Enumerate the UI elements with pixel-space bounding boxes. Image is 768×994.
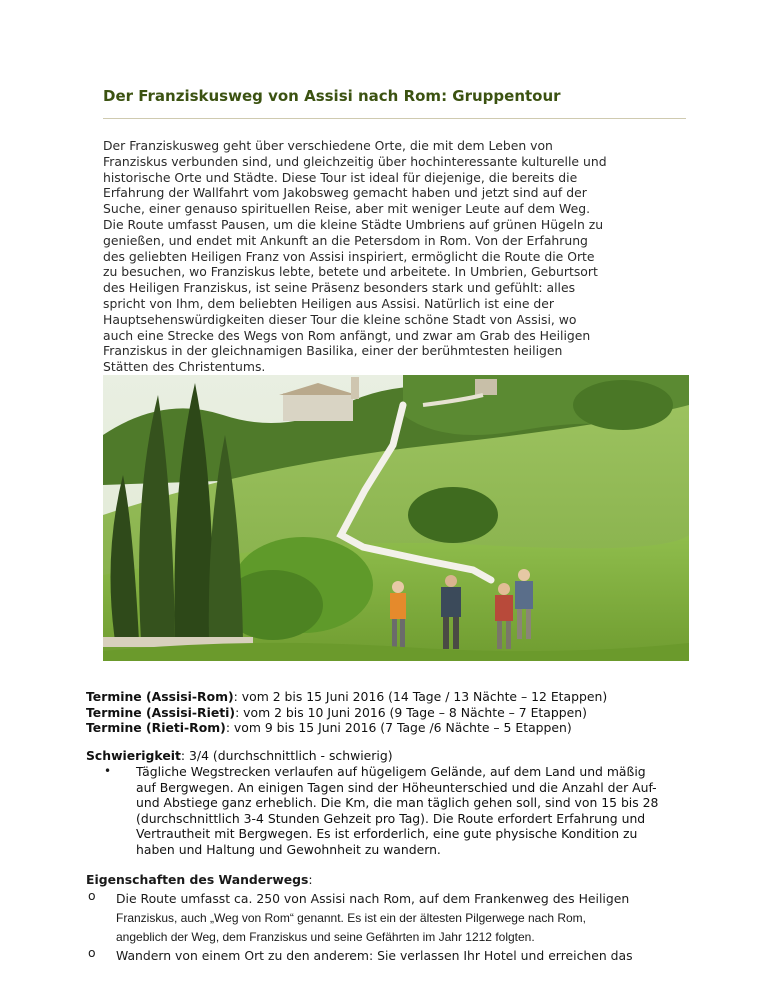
intro-line: genießen, und endet mit Ankunft an die Petersdom in Rom. Von der Erfahrung	[103, 232, 588, 248]
list-item	[86, 888, 716, 945]
properties-colon: :	[308, 872, 313, 887]
difficulty-row	[86, 748, 726, 764]
intro-line: spricht von Ihm, dem beliebten Heiligen aus Assisi. Natürlich ist eine der	[103, 295, 555, 311]
date-row	[86, 689, 726, 705]
page-title: Der Franziskusweg von Assisi nach Rom: Gruppentour	[103, 87, 561, 105]
list-item-text	[116, 945, 716, 964]
intro-line: Hauptsehenswürdigkeiten dieser Tour die kleine schöne Stadt von Assisi, wo	[103, 311, 577, 327]
intro-paragraph	[103, 138, 693, 375]
date-row	[86, 705, 726, 721]
bullet-line: (durchschnittlich 3-4 Stunden Gehzeit pro Tag). Die Route erfordert Erfahrung und	[136, 810, 646, 826]
list-item-text	[116, 888, 716, 945]
properties-list	[86, 888, 716, 964]
difficulty-bullet-text	[136, 764, 716, 858]
intro-line: Franziskus verbunden sind, und gleichzeitig über hochinteressante kulturelle und	[103, 153, 607, 169]
intro-line: historische Orte und Städte. Diese Tour ist ideal für diejenige, die bereits die	[103, 169, 578, 185]
intro-line: Die Route umfasst Pausen, um die kleine Städte Umbriens auf grünen Hügeln zu	[103, 216, 604, 232]
intro-line: Stätten des Christentums.	[103, 359, 266, 375]
item-line: angeblich der Weg, dem Franziskus und seine Gefährten im Jahr 1212 folgten.	[116, 929, 535, 944]
date-value: : vom 2 bis 15 Juni 2016 (14 Tage / 13 Nächte – 12 Etappen)	[233, 689, 608, 704]
intro-line: auch eine Strecke des Wegs von Rom anfängt, und zwar am Grab des Heiligen	[103, 327, 591, 343]
intro-line: Suche, einer genauso spirituellen Reise, aber mit weniger Leute auf dem Weg.	[103, 201, 591, 217]
difficulty-value: : 3/4 (durchschnittlich - schwierig)	[180, 748, 393, 763]
date-value: : vom 9 bis 15 Juni 2016 (7 Tage /6 Nächte – 5 Etappen)	[225, 720, 572, 736]
tour-dates	[86, 689, 726, 736]
bullet-line: auf Bergwegen. An einigen Tagen sind der Höheunterschied und die Anzahl der Auf-	[136, 779, 657, 795]
bullet-line: Tägliche Wegstrecken verlaufen auf hügeligem Gelände, auf dem Land und mäßig	[136, 764, 646, 779]
date-label: Termine (Assisi-Rom)	[86, 689, 234, 704]
bullet-dot-icon: •	[104, 764, 112, 778]
intro-line: Franziskus in der gleichnamigen Basilika, einer der berühmtesten heiligen	[103, 343, 563, 359]
intro-line: zu besuchen, wo Franziskus lebte, betete und arbeitete. In Umbrien, Geburtsort	[103, 264, 598, 280]
bullet-line: und Abstiege ganz erheblich. Die Km, die man täglich gehen soll, sind von 15 bis 28	[136, 795, 659, 811]
bullet-line: haben und Haltung und Gewohnheit zu wandern.	[136, 841, 441, 857]
item-line: Wandern von einem Ort zu den anderem: Sie verlassen Ihr Hotel und erreichen das	[116, 947, 633, 963]
date-value: : vom 2 bis 10 Juni 2016 (9 Tage – 8 Nächte – 7 Etappen)	[235, 704, 587, 720]
circle-bullet-icon: o	[88, 887, 96, 903]
intro-line: Erfahrung der Wallfahrt vom Jakobsweg gemacht haben und jetzt sind auf der	[103, 185, 587, 201]
date-row	[86, 720, 726, 736]
difficulty-label: Schwierigkeit	[86, 748, 181, 763]
hikers-landscape-photo	[103, 375, 689, 661]
trail-properties	[86, 872, 716, 964]
intro-line: Der Franziskusweg geht über verschiedene Orte, die mit dem Leben von	[103, 138, 553, 153]
intro-line: des geliebten Heiligen Franz von Assisi inspiriert, ermöglicht die Route die Orte	[103, 248, 595, 264]
item-line: Franziskus, auch „Weg von Rom“ genannt. Es ist ein der ältesten Pilgerwege nach Rom,	[116, 910, 587, 925]
item-line: Die Route umfasst ca. 250 von Assisi nach Rom, auf dem Frankenweg des Heiligen	[116, 890, 630, 906]
date-label: Termine (Assisi-Rieti)	[86, 704, 236, 720]
list-item	[86, 945, 716, 964]
properties-label: Eigenschaften des Wanderwegs	[86, 872, 309, 887]
title-divider	[103, 118, 686, 119]
intro-line: des Heiligen Franziskus, ist seine Präsenz besonders stark und gefühlt: alles	[103, 280, 576, 296]
properties-heading	[86, 872, 716, 888]
difficulty-section	[86, 748, 726, 764]
date-label: Termine (Rieti-Rom)	[86, 720, 226, 736]
bullet-line: Vertrautheit mit Bergwegen. Es ist erforderlich, eine gute physische Kondition zu	[136, 826, 638, 842]
circle-bullet-icon: o	[88, 944, 96, 960]
difficulty-bullet	[86, 764, 716, 858]
